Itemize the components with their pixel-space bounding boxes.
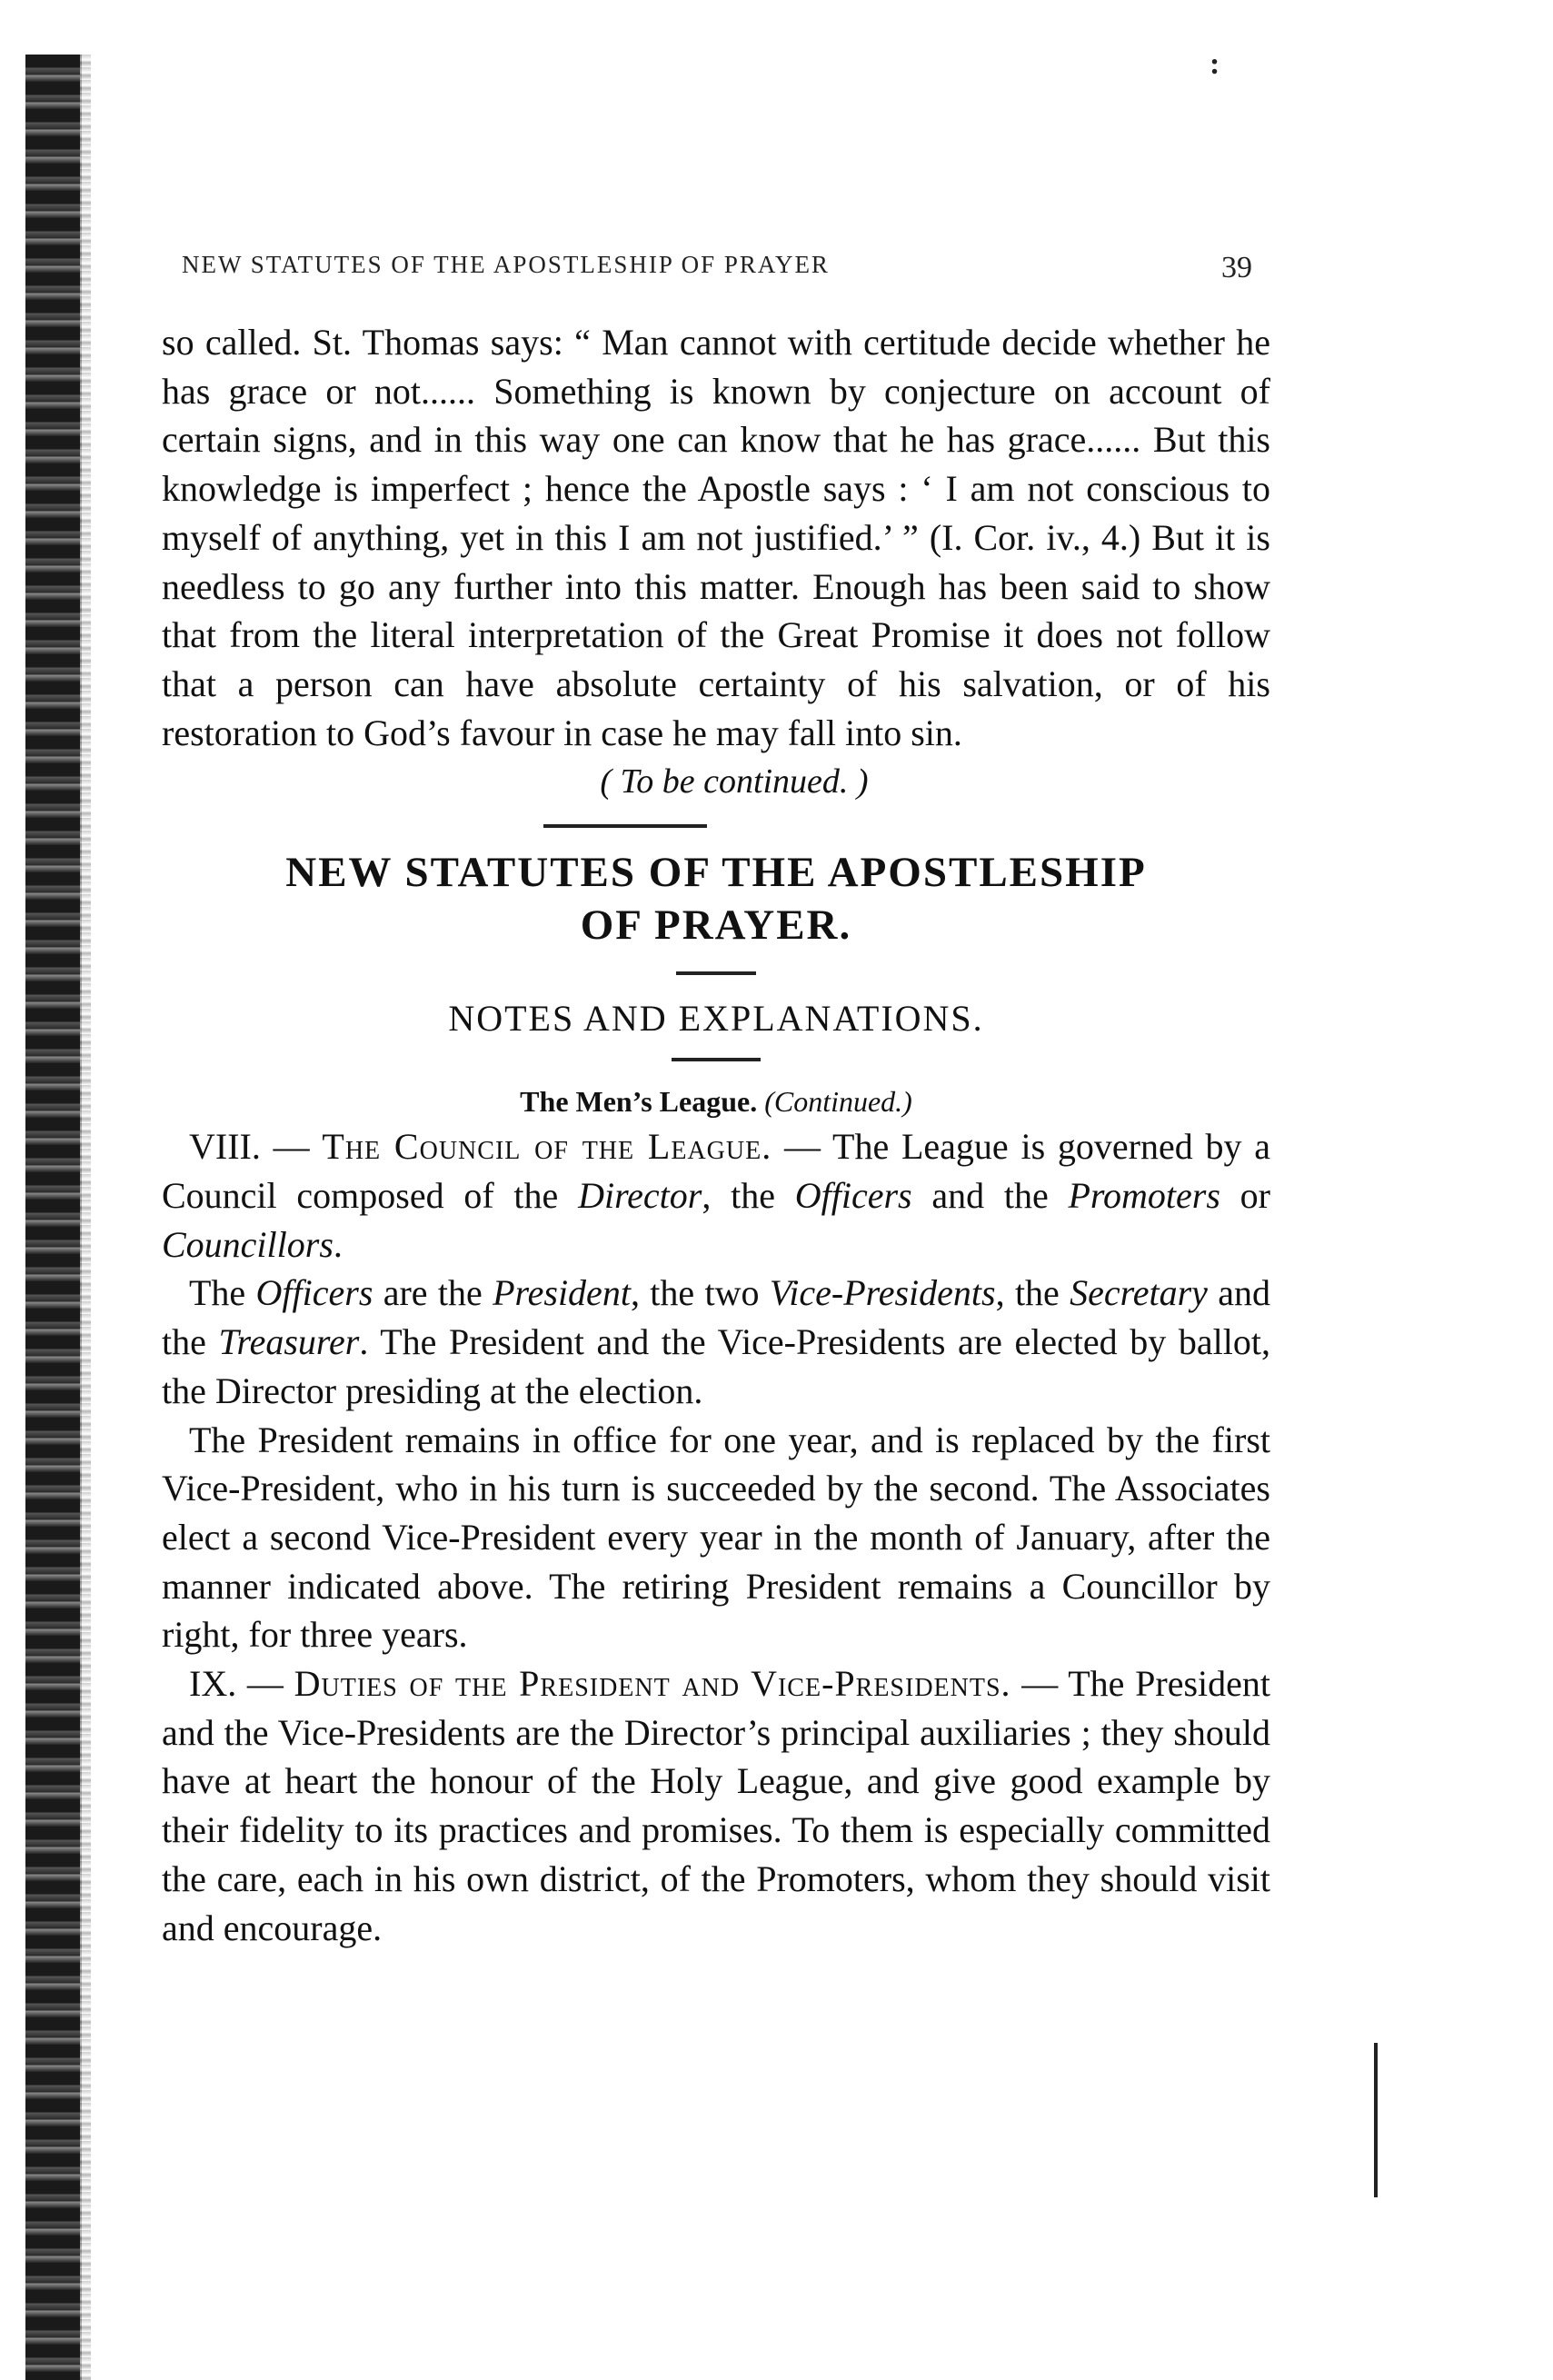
term-president: President (493, 1272, 631, 1314)
league-heading-continued: (Continued.) (764, 1085, 912, 1119)
top-margin-mark: : (1210, 47, 1220, 81)
section-viii-paragraph (162, 1122, 1270, 1269)
term-councillors: Councillors (162, 1223, 333, 1265)
officers-paragraph (162, 1269, 1270, 1415)
article-title-line1: NEW STATUTES OF THE APOSTLESHIP (285, 849, 1147, 897)
term-treasurer: Treasurer (218, 1321, 360, 1363)
term-promoters: Promoters (1068, 1175, 1220, 1217)
officers-text: The (189, 1272, 256, 1314)
section-ix-text: — The President and the Vice-Presidents are the Director’s principal auxiliaries ; they should have at heart the honour of the Holy League, and give good example by their fidelity to its practices and promises. To them is especially committed the care, each in his own district, of the Promoters, whom they should visit and encourage. (162, 1663, 1270, 1948)
officers-text: and the (162, 1272, 1271, 1363)
section-viii-text: , the (702, 1175, 795, 1217)
section-viii-number: VIII. — (189, 1126, 310, 1168)
page-gutter-edge (80, 55, 91, 2380)
section-divider (543, 824, 707, 828)
officers-text: . The President and the Vice-Presidents are elected by ballot, the Director presiding at the election. (162, 1321, 1270, 1411)
section-viii-text: . (333, 1223, 343, 1265)
president-paragraph: The President remains in office for one year, and is replaced by the first Vice-President, who in his turn is succeeded by the second. The Associates elect a second Vice-President every year in the month of January, after the manner indicated above. The retiring President remains a Councillor by right, for three years. (162, 1419, 1270, 1656)
officers-text: , the two (630, 1272, 770, 1314)
section-viii-text: and the (911, 1175, 1069, 1217)
to-be-continued-note: ( To be continued. ) (600, 762, 869, 802)
term-secretary: Secretary (1070, 1272, 1208, 1314)
article-subtitle: NOTES AND EXPLANATIONS. (448, 998, 984, 1040)
running-head (162, 251, 1270, 285)
article-title-line2: OF PRAYER. (580, 901, 852, 950)
officers-text: , the (995, 1272, 1070, 1314)
section-ix-heading: Duties of the President and Vice-Presidents. (294, 1663, 1011, 1705)
running-head-title: NEW STATUTES OF THE APOSTLESHIP OF PRAYER (182, 251, 830, 278)
officers-text: are the (373, 1272, 493, 1314)
term-director: Director (578, 1175, 702, 1217)
section-viii-text: or (1220, 1175, 1270, 1217)
article-title (162, 846, 1270, 951)
league-heading-title: The Men’s League. (520, 1085, 758, 1119)
section-viii-text: — The League is governed by a Council composed of the (162, 1126, 1271, 1217)
term-officers: Officers (794, 1175, 912, 1217)
page-number: 39 (1221, 251, 1252, 284)
subtitle-divider (672, 1058, 761, 1061)
title-divider (676, 971, 756, 975)
book-spine-shadow (25, 55, 82, 2380)
section-ix-paragraph (162, 1659, 1270, 1952)
term-vice-presidents: Vice-Presidents (769, 1272, 996, 1314)
term-officers: Officers (255, 1272, 373, 1314)
league-heading (162, 1085, 1270, 1119)
section-ix-number: IX. — (189, 1663, 284, 1705)
book-page (162, 0, 1270, 2380)
continued-paragraph: so called. St. Thomas says: “ Man cannot with certitude decide whether he has grace or not...... Something is known by conjecture on account of certain signs, and in this way one can know that he has grace...... But this knowledge is imperfect ; hence the Apostle says : ‘ I am not conscious to myself of anything, yet in this I am not justified.’ ” (I. Cor. iv., 4.) But it is needless to go any further into this matter. Enough has been said to show that from the literal interpretation of the Great Promise it does not follow that a person can have absolute certainty of his salvation, or of his restoration to God’s favour in case he may fall into sin. (162, 322, 1270, 753)
page-body (162, 318, 1270, 1952)
margin-rule (1374, 2043, 1378, 2197)
section-viii-heading: The Council of the League. (322, 1126, 772, 1168)
